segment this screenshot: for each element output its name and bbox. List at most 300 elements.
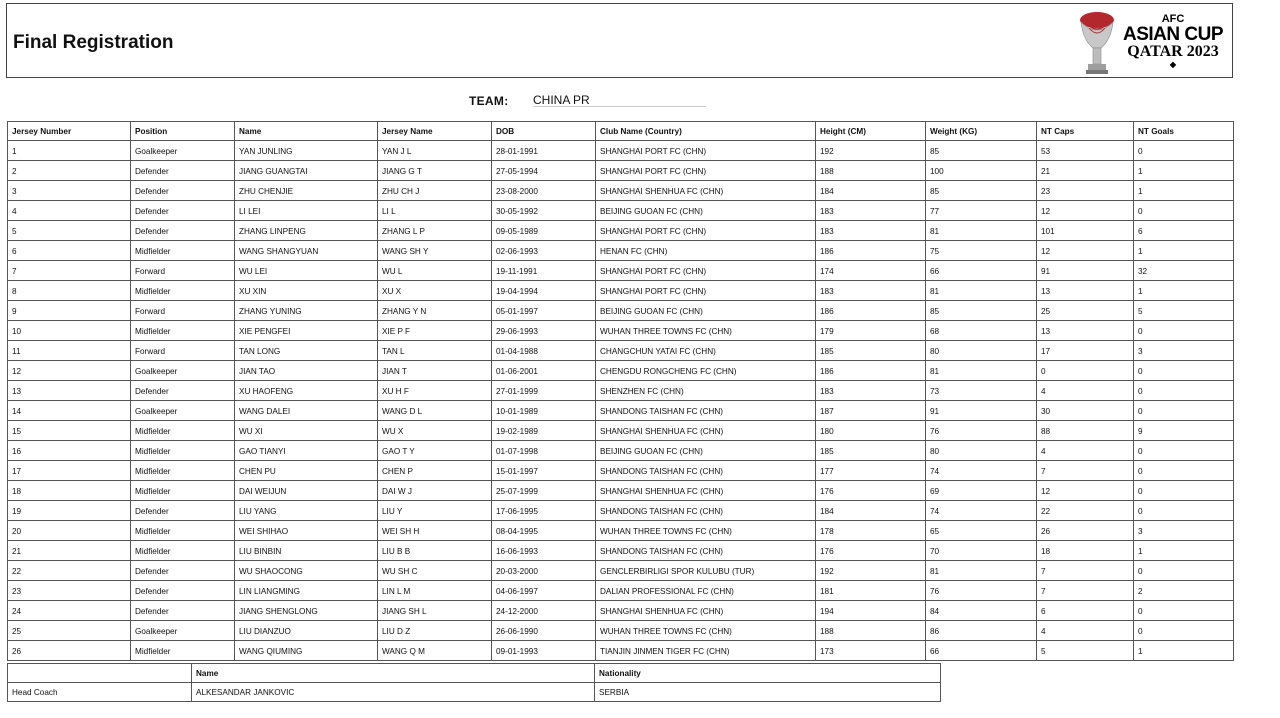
cell-nt-goals: 0 (1134, 501, 1234, 521)
cell-player-name: ZHANG YUNING (235, 301, 378, 321)
cell-nt-caps: 0 (1037, 361, 1134, 381)
cell-dob: 09-01-1993 (492, 641, 596, 661)
cell-position: Midfielder (131, 421, 235, 441)
cell-position: Defender (131, 201, 235, 221)
cell-player-name: LIN LIANGMING (235, 581, 378, 601)
cell-nt-goals: 0 (1134, 621, 1234, 641)
cell-jersey-number: 17 (8, 461, 131, 481)
cell-weight: 80 (926, 341, 1037, 361)
cell-player-name: LIU BINBIN (235, 541, 378, 561)
cell-weight: 80 (926, 441, 1037, 461)
cell-weight: 81 (926, 221, 1037, 241)
cell-position: Midfielder (131, 241, 235, 261)
table-row (8, 541, 1234, 561)
cell-nt-caps: 17 (1037, 341, 1134, 361)
table-row (8, 301, 1234, 321)
cell-nt-caps: 6 (1037, 601, 1134, 621)
cell-nt-caps: 23 (1037, 181, 1134, 201)
cell-jersey-name: LIU B B (378, 541, 492, 561)
coach-header-row (8, 664, 941, 683)
cell-height: 176 (816, 541, 926, 561)
cell-dob: 09-05-1989 (492, 221, 596, 241)
cell-player-name: WANG SHANGYUAN (235, 241, 378, 261)
cell-jersey-number: 2 (8, 161, 131, 181)
table-row (8, 581, 1234, 601)
cell-nt-caps: 88 (1037, 421, 1134, 441)
cell-nt-goals: 0 (1134, 201, 1234, 221)
cell-nt-caps: 12 (1037, 241, 1134, 261)
cell-position: Midfielder (131, 321, 235, 341)
cell-club: HENAN FC (CHN) (596, 241, 816, 261)
logo-wordmark (1123, 13, 1223, 70)
cell-nt-goals: 0 (1134, 401, 1234, 421)
cell-jersey-number: 14 (8, 401, 131, 421)
table-row (8, 161, 1234, 181)
cell-jersey-name: YAN J L (378, 141, 492, 161)
cell-jersey-name: JIANG SH L (378, 601, 492, 621)
cell-height: 186 (816, 241, 926, 261)
cell-weight: 76 (926, 581, 1037, 601)
table-row (8, 341, 1234, 361)
cell-height: 181 (816, 581, 926, 601)
cell-club: BEIJING GUOAN FC (CHN) (596, 441, 816, 461)
cell-club: SHANDONG TAISHAN FC (CHN) (596, 461, 816, 481)
cell-jersey-name: LIN L M (378, 581, 492, 601)
table-row (8, 221, 1234, 241)
cell-jersey-number: 22 (8, 561, 131, 581)
cell-weight: 84 (926, 601, 1037, 621)
cell-position: Defender (131, 561, 235, 581)
logo-asian-cup-text: ASIAN CUP (1123, 24, 1224, 45)
cell-weight: 66 (926, 641, 1037, 661)
cell-jersey-number: 25 (8, 621, 131, 641)
cell-jersey-name: WANG Q M (378, 641, 492, 661)
cell-club: SHENZHEN FC (CHN) (596, 381, 816, 401)
cell-position: Defender (131, 181, 235, 201)
cell-nt-goals: 0 (1134, 361, 1234, 381)
cell-position: Midfielder (131, 461, 235, 481)
cell-position: Defender (131, 581, 235, 601)
cell-jersey-number: 21 (8, 541, 131, 561)
cell-height: 188 (816, 161, 926, 181)
cell-nt-caps: 13 (1037, 281, 1134, 301)
cell-dob: 16-06-1993 (492, 541, 596, 561)
coach-col-nationality: Nationality (595, 664, 941, 683)
table-row (8, 501, 1234, 521)
cell-jersey-number: 7 (8, 261, 131, 281)
col-height: Height (CM) (816, 122, 926, 141)
cell-weight: 81 (926, 561, 1037, 581)
cell-position: Forward (131, 301, 235, 321)
cell-jersey-number: 18 (8, 481, 131, 501)
cell-height: 192 (816, 141, 926, 161)
cell-height: 183 (816, 221, 926, 241)
coach-nationality: SERBIA (595, 683, 941, 702)
cell-nt-caps: 12 (1037, 481, 1134, 501)
cell-nt-caps: 30 (1037, 401, 1134, 421)
cell-nt-caps: 101 (1037, 221, 1134, 241)
cell-player-name: WU XI (235, 421, 378, 441)
cell-nt-goals: 1 (1134, 641, 1234, 661)
coach-col-role (8, 664, 192, 683)
cell-nt-goals: 9 (1134, 421, 1234, 441)
cell-club: SHANGHAI PORT FC (CHN) (596, 281, 816, 301)
col-position: Position (131, 122, 235, 141)
cell-jersey-number: 3 (8, 181, 131, 201)
cell-nt-caps: 7 (1037, 461, 1134, 481)
cell-height: 177 (816, 461, 926, 481)
cell-jersey-number: 12 (8, 361, 131, 381)
cell-position: Midfielder (131, 441, 235, 461)
cell-height: 179 (816, 321, 926, 341)
logo-qatar-text: QATAR 2023 (1127, 43, 1219, 60)
cell-height: 180 (816, 421, 926, 441)
cell-position: Defender (131, 161, 235, 181)
cell-dob: 01-06-2001 (492, 361, 596, 381)
page-title: Final Registration (13, 32, 174, 53)
cell-height: 185 (816, 341, 926, 361)
cell-nt-caps: 91 (1037, 261, 1134, 281)
table-row (8, 421, 1234, 441)
cell-dob: 28-01-1991 (492, 141, 596, 161)
team-value: CHINA PR (533, 93, 706, 107)
cell-player-name: LI LEI (235, 201, 378, 221)
cell-height: 192 (816, 561, 926, 581)
cell-club: SHANGHAI PORT FC (CHN) (596, 221, 816, 241)
cell-dob: 19-11-1991 (492, 261, 596, 281)
table-row (8, 521, 1234, 541)
cell-position: Midfielder (131, 281, 235, 301)
table-row (8, 621, 1234, 641)
cell-position: Midfielder (131, 541, 235, 561)
cell-jersey-number: 23 (8, 581, 131, 601)
cell-jersey-name: WU SH C (378, 561, 492, 581)
logo-diamond-icon: ◆ (1169, 60, 1177, 69)
table-row (8, 281, 1234, 301)
cell-weight: 74 (926, 501, 1037, 521)
cell-nt-goals: 5 (1134, 301, 1234, 321)
cell-jersey-name: WANG D L (378, 401, 492, 421)
cell-nt-goals: 0 (1134, 321, 1234, 341)
cell-position: Midfielder (131, 521, 235, 541)
cell-jersey-name: LI L (378, 201, 492, 221)
cell-position: Goalkeeper (131, 141, 235, 161)
table-row (8, 141, 1234, 161)
table-row (8, 241, 1234, 261)
cell-player-name: CHEN PU (235, 461, 378, 481)
col-name: Name (235, 122, 378, 141)
roster-table (7, 121, 1234, 661)
cell-height: 173 (816, 641, 926, 661)
cell-position: Goalkeeper (131, 621, 235, 641)
cell-dob: 26-06-1990 (492, 621, 596, 641)
cell-club: SHANDONG TAISHAN FC (CHN) (596, 541, 816, 561)
cell-jersey-name: WU X (378, 421, 492, 441)
cell-weight: 85 (926, 181, 1037, 201)
cell-player-name: XU HAOFENG (235, 381, 378, 401)
cell-player-name: LIU YANG (235, 501, 378, 521)
cell-jersey-name: GAO T Y (378, 441, 492, 461)
cell-jersey-name: ZHANG L P (378, 221, 492, 241)
cell-dob: 19-04-1994 (492, 281, 596, 301)
table-row (8, 181, 1234, 201)
cell-nt-goals: 0 (1134, 561, 1234, 581)
cell-club: SHANGHAI SHENHUA FC (CHN) (596, 181, 816, 201)
cell-nt-caps: 22 (1037, 501, 1134, 521)
cell-nt-caps: 5 (1037, 641, 1134, 661)
cell-height: 186 (816, 361, 926, 381)
cell-weight: 85 (926, 141, 1037, 161)
cell-jersey-number: 16 (8, 441, 131, 461)
cell-jersey-name: TAN L (378, 341, 492, 361)
cell-nt-caps: 53 (1037, 141, 1134, 161)
cell-jersey-name: WU L (378, 261, 492, 281)
cell-player-name: ZHU CHENJIE (235, 181, 378, 201)
cell-nt-goals: 1 (1134, 541, 1234, 561)
cell-weight: 74 (926, 461, 1037, 481)
cell-weight: 73 (926, 381, 1037, 401)
cell-jersey-number: 4 (8, 201, 131, 221)
coach-row (8, 683, 941, 702)
cell-nt-caps: 13 (1037, 321, 1134, 341)
cell-nt-goals: 1 (1134, 181, 1234, 201)
cell-jersey-name: JIAN T (378, 361, 492, 381)
cell-weight: 85 (926, 301, 1037, 321)
cell-nt-goals: 1 (1134, 161, 1234, 181)
cell-jersey-number: 13 (8, 381, 131, 401)
cell-jersey-name: ZHU CH J (378, 181, 492, 201)
cell-club: SHANGHAI PORT FC (CHN) (596, 261, 816, 281)
cell-jersey-name: XU X (378, 281, 492, 301)
cell-position: Defender (131, 221, 235, 241)
cell-dob: 24-12-2000 (492, 601, 596, 621)
col-nt-caps: NT Caps (1037, 122, 1134, 141)
cell-height: 183 (816, 381, 926, 401)
cell-player-name: WEI SHIHAO (235, 521, 378, 541)
cell-nt-goals: 6 (1134, 221, 1234, 241)
table-row (8, 641, 1234, 661)
cell-height: 183 (816, 281, 926, 301)
cell-club: SHANGHAI SHENHUA FC (CHN) (596, 421, 816, 441)
cell-club: BEIJING GUOAN FC (CHN) (596, 301, 816, 321)
team-label: TEAM: (469, 94, 509, 108)
cell-jersey-number: 6 (8, 241, 131, 261)
table-row (8, 321, 1234, 341)
table-row (8, 261, 1234, 281)
cell-weight: 68 (926, 321, 1037, 341)
cell-player-name: TAN LONG (235, 341, 378, 361)
cell-nt-goals: 3 (1134, 341, 1234, 361)
col-jersey-number: Jersey Number (8, 122, 131, 141)
cell-weight: 100 (926, 161, 1037, 181)
cell-weight: 69 (926, 481, 1037, 501)
cell-height: 184 (816, 181, 926, 201)
cell-position: Goalkeeper (131, 401, 235, 421)
cell-club: DALIAN PROFESSIONAL FC (CHN) (596, 581, 816, 601)
roster-body (8, 141, 1234, 661)
cell-height: 174 (816, 261, 926, 281)
cell-player-name: JIANG GUANGTAI (235, 161, 378, 181)
cell-weight: 81 (926, 361, 1037, 381)
coach-name: ALKESANDAR JANKOVIC (192, 683, 595, 702)
cell-dob: 04-06-1997 (492, 581, 596, 601)
cell-height: 194 (816, 601, 926, 621)
cell-club: TIANJIN JINMEN TIGER FC (CHN) (596, 641, 816, 661)
cell-club: SHANGHAI SHENHUA FC (CHN) (596, 481, 816, 501)
cell-weight: 81 (926, 281, 1037, 301)
cell-club: SHANGHAI PORT FC (CHN) (596, 161, 816, 181)
cell-nt-goals: 1 (1134, 281, 1234, 301)
col-dob: DOB (492, 122, 596, 141)
cell-position: Defender (131, 381, 235, 401)
col-jersey-name: Jersey Name (378, 122, 492, 141)
cell-dob: 02-06-1993 (492, 241, 596, 261)
cell-dob: 23-08-2000 (492, 181, 596, 201)
cell-position: Forward (131, 261, 235, 281)
cell-nt-caps: 25 (1037, 301, 1134, 321)
header-box (6, 3, 1233, 78)
cell-weight: 75 (926, 241, 1037, 261)
cell-jersey-number: 19 (8, 501, 131, 521)
cell-jersey-name: ZHANG Y N (378, 301, 492, 321)
cell-nt-caps: 4 (1037, 381, 1134, 401)
table-row (8, 461, 1234, 481)
cell-weight: 91 (926, 401, 1037, 421)
cell-nt-caps: 4 (1037, 621, 1134, 641)
cell-weight: 76 (926, 421, 1037, 441)
coach-role: Head Coach (8, 683, 192, 702)
cell-jersey-number: 26 (8, 641, 131, 661)
table-row (8, 201, 1234, 221)
cell-player-name: JIANG SHENGLONG (235, 601, 378, 621)
cell-player-name: ZHANG LINPENG (235, 221, 378, 241)
cell-player-name: LIU DIANZUO (235, 621, 378, 641)
cell-height: 186 (816, 301, 926, 321)
cell-jersey-name: LIU D Z (378, 621, 492, 641)
cell-club: WUHAN THREE TOWNS FC (CHN) (596, 521, 816, 541)
cell-dob: 08-04-1995 (492, 521, 596, 541)
cell-nt-caps: 21 (1037, 161, 1134, 181)
cell-weight: 65 (926, 521, 1037, 541)
cell-dob: 19-02-1989 (492, 421, 596, 441)
cell-dob: 20-03-2000 (492, 561, 596, 581)
cell-nt-goals: 3 (1134, 521, 1234, 541)
cell-club: BEIJING GUOAN FC (CHN) (596, 201, 816, 221)
cell-jersey-number: 9 (8, 301, 131, 321)
cell-dob: 05-01-1997 (492, 301, 596, 321)
cell-nt-goals: 0 (1134, 381, 1234, 401)
cell-club: WUHAN THREE TOWNS FC (CHN) (596, 621, 816, 641)
cell-dob: 17-06-1995 (492, 501, 596, 521)
cell-jersey-name: DAI W J (378, 481, 492, 501)
cell-player-name: YAN JUNLING (235, 141, 378, 161)
cell-nt-caps: 12 (1037, 201, 1134, 221)
cell-dob: 01-07-1998 (492, 441, 596, 461)
coach-col-name: Name (192, 664, 595, 683)
cell-dob: 29-06-1993 (492, 321, 596, 341)
cell-dob: 27-01-1999 (492, 381, 596, 401)
cell-dob: 30-05-1992 (492, 201, 596, 221)
cell-jersey-number: 20 (8, 521, 131, 541)
cell-nt-goals: 0 (1134, 461, 1234, 481)
cell-jersey-name: WEI SH H (378, 521, 492, 541)
cell-nt-caps: 26 (1037, 521, 1134, 541)
cell-height: 187 (816, 401, 926, 421)
cell-dob: 15-01-1997 (492, 461, 596, 481)
cell-dob: 27-05-1994 (492, 161, 596, 181)
coach-table (7, 663, 941, 702)
cell-dob: 10-01-1989 (492, 401, 596, 421)
afc-asian-cup-logo (1073, 9, 1233, 77)
logo-afc-text: AFC (1161, 13, 1185, 25)
cell-nt-caps: 7 (1037, 561, 1134, 581)
cell-jersey-number: 1 (8, 141, 131, 161)
cell-height: 184 (816, 501, 926, 521)
cell-jersey-name: CHEN P (378, 461, 492, 481)
cell-position: Midfielder (131, 641, 235, 661)
cell-player-name: JIAN TAO (235, 361, 378, 381)
col-weight: Weight (KG) (926, 122, 1037, 141)
cell-height: 188 (816, 621, 926, 641)
cell-nt-caps: 7 (1037, 581, 1134, 601)
roster-header-row (8, 122, 1234, 141)
cell-player-name: XU XIN (235, 281, 378, 301)
cell-nt-goals: 0 (1134, 601, 1234, 621)
cell-jersey-name: XU H F (378, 381, 492, 401)
cell-club: SHANGHAI SHENHUA FC (CHN) (596, 601, 816, 621)
cell-nt-caps: 4 (1037, 441, 1134, 461)
cell-jersey-number: 8 (8, 281, 131, 301)
cell-nt-caps: 18 (1037, 541, 1134, 561)
table-row (8, 481, 1234, 501)
cell-player-name: XIE PENGFEI (235, 321, 378, 341)
cell-nt-goals: 0 (1134, 141, 1234, 161)
table-row (8, 441, 1234, 461)
cell-player-name: WU SHAOCONG (235, 561, 378, 581)
cell-nt-goals: 32 (1134, 261, 1234, 281)
cell-dob: 25-07-1999 (492, 481, 596, 501)
cell-position: Defender (131, 501, 235, 521)
table-row (8, 361, 1234, 381)
cell-position: Forward (131, 341, 235, 361)
cell-jersey-number: 10 (8, 321, 131, 341)
cell-jersey-name: WANG SH Y (378, 241, 492, 261)
cell-jersey-number: 15 (8, 421, 131, 441)
cell-height: 185 (816, 441, 926, 461)
cell-jersey-name: XIE P F (378, 321, 492, 341)
cell-position: Goalkeeper (131, 361, 235, 381)
cell-nt-goals: 0 (1134, 481, 1234, 501)
cell-club: CHENGDU RONGCHENG FC (CHN) (596, 361, 816, 381)
cell-dob: 01-04-1988 (492, 341, 596, 361)
cell-club: CHANGCHUN YATAI FC (CHN) (596, 341, 816, 361)
cell-position: Midfielder (131, 481, 235, 501)
cell-club: SHANDONG TAISHAN FC (CHN) (596, 501, 816, 521)
cell-weight: 77 (926, 201, 1037, 221)
col-nt-goals: NT Goals (1134, 122, 1234, 141)
table-row (8, 601, 1234, 621)
cell-height: 178 (816, 521, 926, 541)
cell-player-name: WU LEI (235, 261, 378, 281)
table-row (8, 381, 1234, 401)
trophy-icon (1075, 10, 1119, 76)
cell-nt-goals: 0 (1134, 441, 1234, 461)
cell-club: SHANGHAI PORT FC (CHN) (596, 141, 816, 161)
cell-height: 183 (816, 201, 926, 221)
cell-club: SHANDONG TAISHAN FC (CHN) (596, 401, 816, 421)
cell-weight: 70 (926, 541, 1037, 561)
cell-jersey-number: 11 (8, 341, 131, 361)
